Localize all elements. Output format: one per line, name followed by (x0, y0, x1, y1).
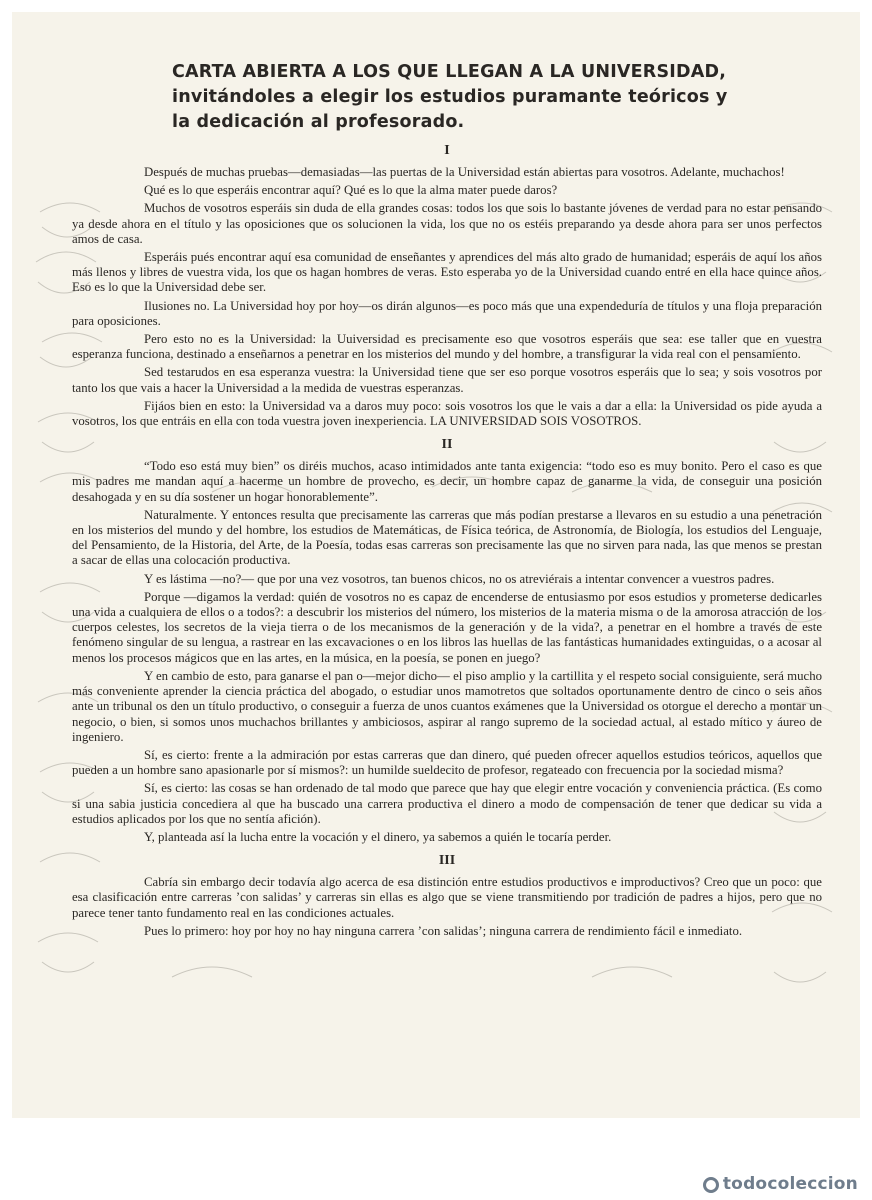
paragraph: Pero esto no es la Universidad: la Uuiversidad es precisamente eso que vosotros esperáis que sea: ese taller que en vuestra esperanza funciona, destinado a enseñarnos a penetrar en los misterios del mundo y del hombre, a transfigurar la vida real con el pensamiento. (72, 332, 822, 362)
title-line: invitándoles a elegir los estudios puramante teóricos y (172, 87, 728, 107)
paragraph: Cabría sin embargo decir todavía algo acerca de esa distinción entre estudios productivos e improductivos? Creo que un poco: que esa clasificación entre carreras ’con salidas’ y carreras sin ellas es algo que se viene transmitiendo por tradición de padres a hijos, pero que no parece tener tanto fundamento real en las condiciones actuales. (72, 875, 822, 920)
paragraph: Sed testarudos en esa esperanza vuestra: la Universidad tiene que ser eso porque vosotros esperáis que lo sea; y sois vosotros por tanto los que vais a hacer la Universidad a la medida de vuestras esperanzas. (72, 365, 822, 395)
letter-content (72, 60, 822, 942)
paragraph: Sí, es cierto: frente a la admiración por estas carreras que dan dinero, qué pueden ofrecer aquellos estudios teóricos, aquellos que pueden a un hombre sano apasionarle por sí mismos?: un humilde sueldecito de profesor, regateado con frecuencia por la sociedad misma? (72, 747, 822, 778)
paragraph: Ilusiones no. La Universidad hoy por hoy—os dirán algunos—es poco más que una expendeduría de títulos y una floja preparación para oposiciones. (72, 298, 822, 328)
watermark-text: todocoleccion (722, 1174, 858, 1194)
paragraph: Sí, es cierto: las cosas se han ordenado de tal modo que parece que hay que elegir entre vocación y conveniencia práctica. (Es como si una sabia justicia concediera al que ha buscado una carrera productiva el dinero a modo de compensación de tener que dedicar su vida a estudios aplicados por los que no sentía afición). (72, 781, 822, 826)
paragraph: Esperáis pués encontrar aquí esa comunidad de enseñantes y aprendices del más alto grado de humanidad; esperáis de aquí los años más llenos y libres de vuestra vida, los que os hagan hombres de veras. Esto esperaba yo de la Universidad cuando entré en ella hace quince años. Eso es lo que la Universidad debe ser. (72, 250, 822, 295)
paragraph: Muchos de vosotros esperáis sin duda de ella grandes cosas: todos los que sois lo bastante jóvenes de verdad para no estar pensando ya desde ahora en el título y las oposiciones que os solucionen la vida, los que no os estéis preparando ya desde ahora para ser unos perfectos amos de casa. (72, 201, 822, 246)
paragraph: Y, planteada así la lucha entre la vocación y el dinero, ya sabemos a quién le tocaría perder. (144, 829, 612, 844)
section-heading: I (444, 143, 450, 158)
letter-title (172, 60, 822, 135)
section-heading: II (441, 437, 453, 453)
paragraph: Fijáos bien en esto: la Universidad va a daros muy poco: sois vosotros los que le vais a dar a ella: la Universidad os pide ayuda a vosotros, los que entráis en ella con toda vuestra joven inexperiencia. LA UNIVERSIDAD SOIS VOSOTROS. (72, 398, 822, 429)
document-sheet (12, 12, 860, 1118)
paragraph: Qué es lo que esperáis encontrar aquí? Qué es lo que la alma mater puede daros? (144, 183, 558, 198)
paragraph: Después de muchas pruebas—demasiadas—las puertas de la Universidad están abiertas para vosotros. Adelante, muchachos! (144, 165, 785, 179)
logo-mark-icon (703, 1177, 719, 1193)
paragraph: Porque —digamos la verdad: quién de vosotros no es capaz de encenderse de entusiasmo por esos estudios y prometerse dedicarles una vida a cualquiera de ellos o a todos?: a descubrir los misterios del número, los misterios de la materia misma o de la amorosa atracción de los cuerpos celestes, los secretos de la vieja tierra o de los mecanismos de la generación y de la vida?, a penetrar en el hombre a través de este fenómeno singular de su lengua, a rastrear en las excavaciones o en los libros las huellas de las fantásticas humanidades extinguidas, o a acosar al menos los procesos mágicos que en las artes, en la música, en la poesía, se ponen en juego? (72, 589, 822, 665)
watermark-logo (703, 1174, 858, 1194)
paragraph: Pues lo primero: hoy por hoy no hay ninguna carrera ’con salidas’; ninguna carrera de rendimiento fácil e inmediato. (144, 923, 743, 938)
paragraph: Y en cambio de esto, para ganarse el pan o—mejor dicho— el piso amplio y la cartillita y el respeto social consiguiente, será mucho más conveniente aprender la ciencia práctica del abogado, o estudiar unos mamotretos que soltados oportunamente dentro de cinco o seis años ante un tribunal os den un título productivo, o conseguir a fuerza de unos cuantos exámenes que la Universidad os otorgue el derecho a montar un negocio, o bien, si somos unos muchachos brillantes y ambiciosos, aspirar al rango supremo de la sociedad actual, al estado mítico y áureo de ingeniero. (72, 668, 822, 744)
title-line: CARTA ABIERTA A LOS QUE LLEGAN A LA UNIVERSIDAD, (172, 62, 727, 82)
paragraph: Naturalmente. Y entonces resulta que precisamente las carreras que más podían prestarse a llevaros en su estudio a una penetración en los misterios del mundo y del hombre, los estudios de Matemáticas, de Física teórica, de Astronomía, de Biología, los estudios del Lenguaje, del Pensamiento, de la Historia, del Arte, de la Poesía, todas esas carreras son precisamente las que no sirven para nada, las que menos se prestan a sacar de ellas una colocación productiva. (72, 507, 822, 568)
paragraph: “Todo eso está muy bien” os diréis muchos, acaso intimidados ante tanta exigencia: “todo eso es muy bonito. Pero el caso es que mis padres me mandan aquí a hacerme un hombre de provecho, es decir, un hombre capaz de ganarme la vida, de conseguir una posición desahogada y en su día sostener un hogar honorablemente”. (72, 459, 822, 504)
section-heading: III (438, 853, 456, 869)
title-line: la dedicación al profesorado. (172, 112, 465, 132)
paragraph: Y es lástima —no?— que por una vez vosotros, tan buenos chicos, no os atreviérais a intentar convencer a vuestros padres. (144, 571, 775, 586)
